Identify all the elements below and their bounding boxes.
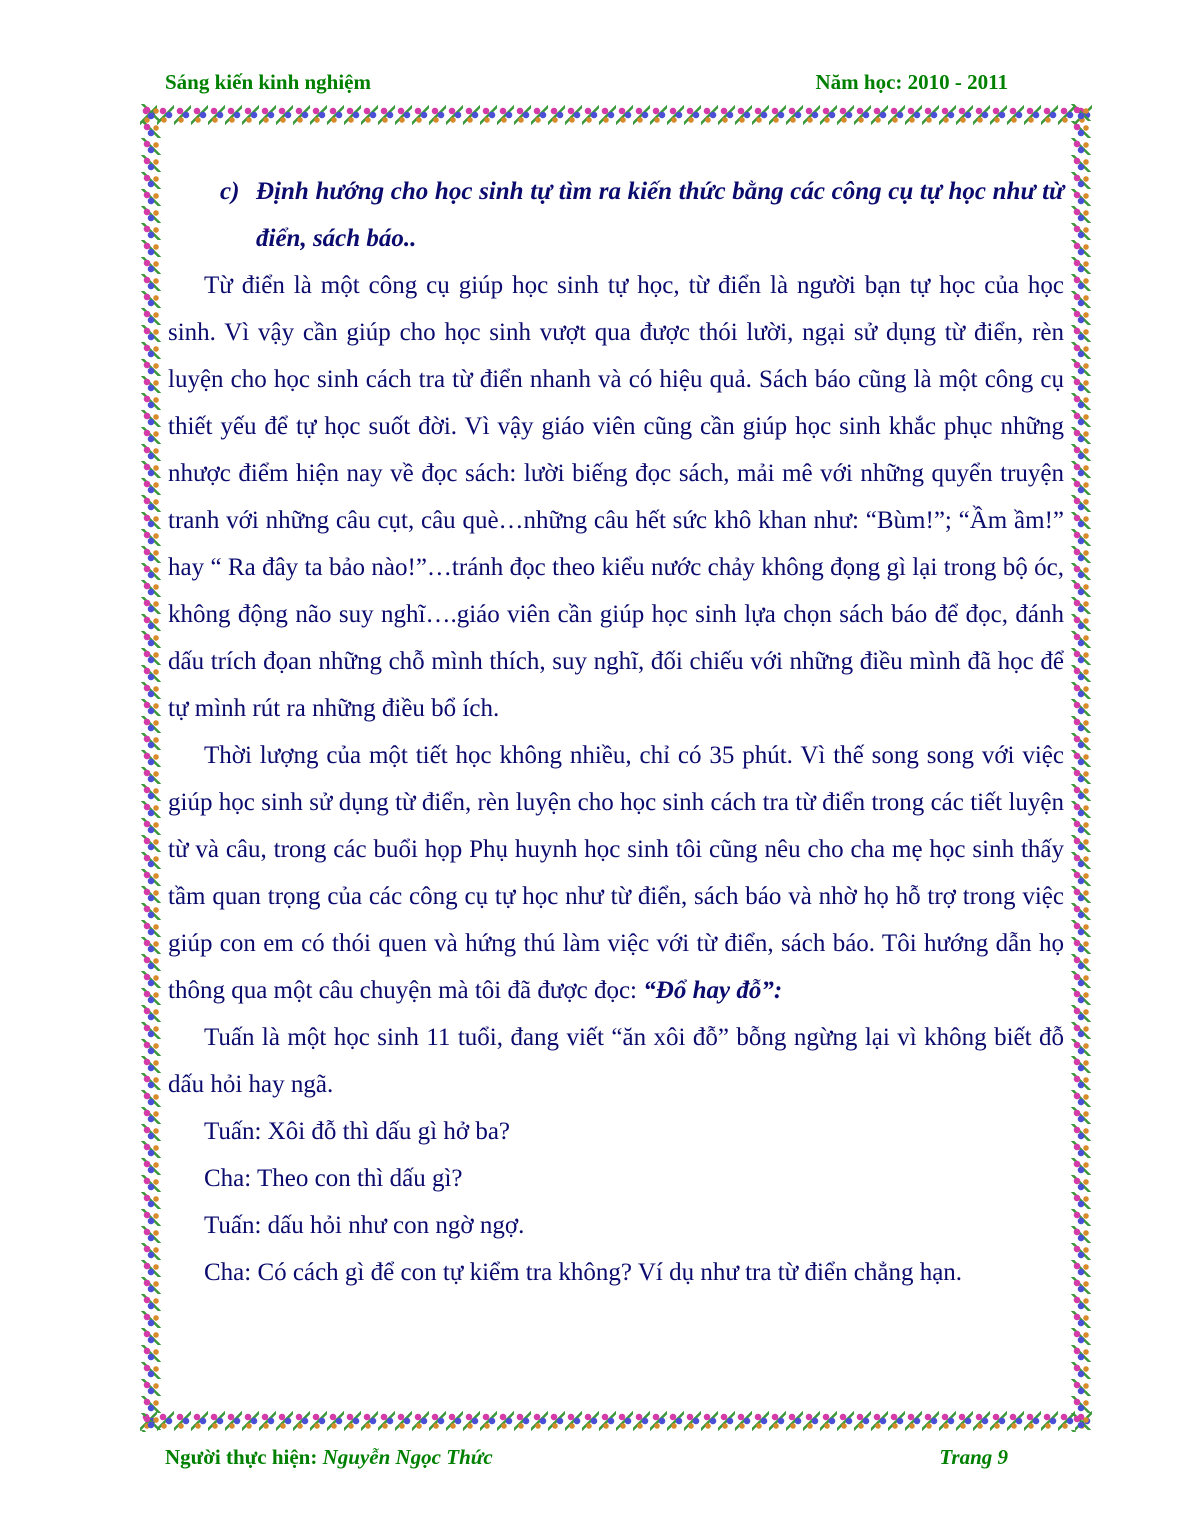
border-bottom: [140, 1410, 1092, 1432]
paragraph-dictionary: Từ điển là một công cụ giúp học sinh tự học, từ điển là người bạn tự học của học sinh. Vì vậy cần giúp cho học sinh vượt qua được thói lười, ngại sử dụng từ điển, rèn luyện cho học sinh cách tra từ điển nhanh và có hiệu quả. Sách báo cũng là một công cụ thiết yếu để tự học suốt đời. Vì vậy giáo viên cũng cần giúp học sinh khắc phục những nhược điểm hiện nay về đọc sách: lười biếng đọc sách, mải mê với những quyển truyện tranh với những câu cụt, câu què…những câu hết sức khô khan như: “Bùm!”; “Ầm ầm!” hay “ Ra đây ta bảo nào!”…tránh đọc theo kiểu nước chảy không đọng gì lại trong bộ óc, không động não suy nghĩ….giáo viên cần giúp học sinh lựa chọn sách báo để đọc, đánh dấu trích đọan những chỗ mình thích, suy nghĩ, đối chiếu với những điều mình đã học để tự mình rút ra những điều bổ ích.: [168, 272, 1064, 722]
author-line: [165, 1445, 493, 1470]
section-heading: [168, 168, 1064, 262]
document-title: Sáng kiến kinh nghiệm: [165, 70, 372, 94]
author-label: Người thực hiện:: [165, 1445, 323, 1469]
dialogue-line-3: Tuấn: dấu hỏi như con ngờ ngợ.: [204, 1212, 525, 1239]
dialogue-line-1: Tuấn: Xôi đỗ thì dấu gì hở ba?: [204, 1118, 511, 1145]
paragraph-story: Tuấn là một học sinh 11 tuổi, đang viết “ăn xôi đỗ” bỗng ngừng lại vì không biết đỗ dấu hỏi hay ngã.: [168, 1024, 1064, 1098]
paragraph-time: [168, 732, 1064, 1014]
border-left: [140, 104, 162, 1432]
story-title: “Đổ hay đỗ”:: [643, 977, 783, 1004]
border-top: [140, 104, 1092, 126]
author-name: Nguyễn Ngọc Thức: [322, 1445, 493, 1469]
page-body: [168, 168, 1064, 1296]
page-header: [165, 70, 1008, 100]
dialogue-line-2: Cha: Theo con thì dấu gì?: [204, 1165, 463, 1192]
heading-text: Định hướng cho học sinh tự tìm ra kiến thức bằng các công cụ tự học như từ điển, sách báo..: [256, 178, 1064, 252]
dialogue-line-4: Cha: Có cách gì để con tự kiểm tra không? Ví dụ như tra từ điển chẳng hạn.: [204, 1259, 963, 1286]
school-year: Năm học: 2010 - 2011: [815, 70, 1008, 94]
heading-marker: c): [220, 178, 240, 205]
page-footer: [165, 1445, 1008, 1475]
border-right: [1070, 104, 1092, 1432]
page-number: Trang 9: [939, 1445, 1008, 1469]
paragraph-time-text: Thời lượng của một tiết học không nhiều, chỉ có 35 phút. Vì thế song song với việc giúp học sinh sử dụng từ điển, rèn luyện cho học sinh cách tra từ điển trong các tiết luyện từ và câu, trong các buổi họp Phụ huynh học sinh tôi cũng nêu cho cha mẹ học sinh thấy tầm quan trọng của các công cụ tự học như từ điển, sách báo và nhờ họ hỗ trợ trong việc giúp con em có thói quen và hứng thú làm việc với từ điển, sách báo. Tôi hướng dẫn họ thông qua một câu chuyện mà tôi đã được đọc:: [168, 742, 1064, 1004]
